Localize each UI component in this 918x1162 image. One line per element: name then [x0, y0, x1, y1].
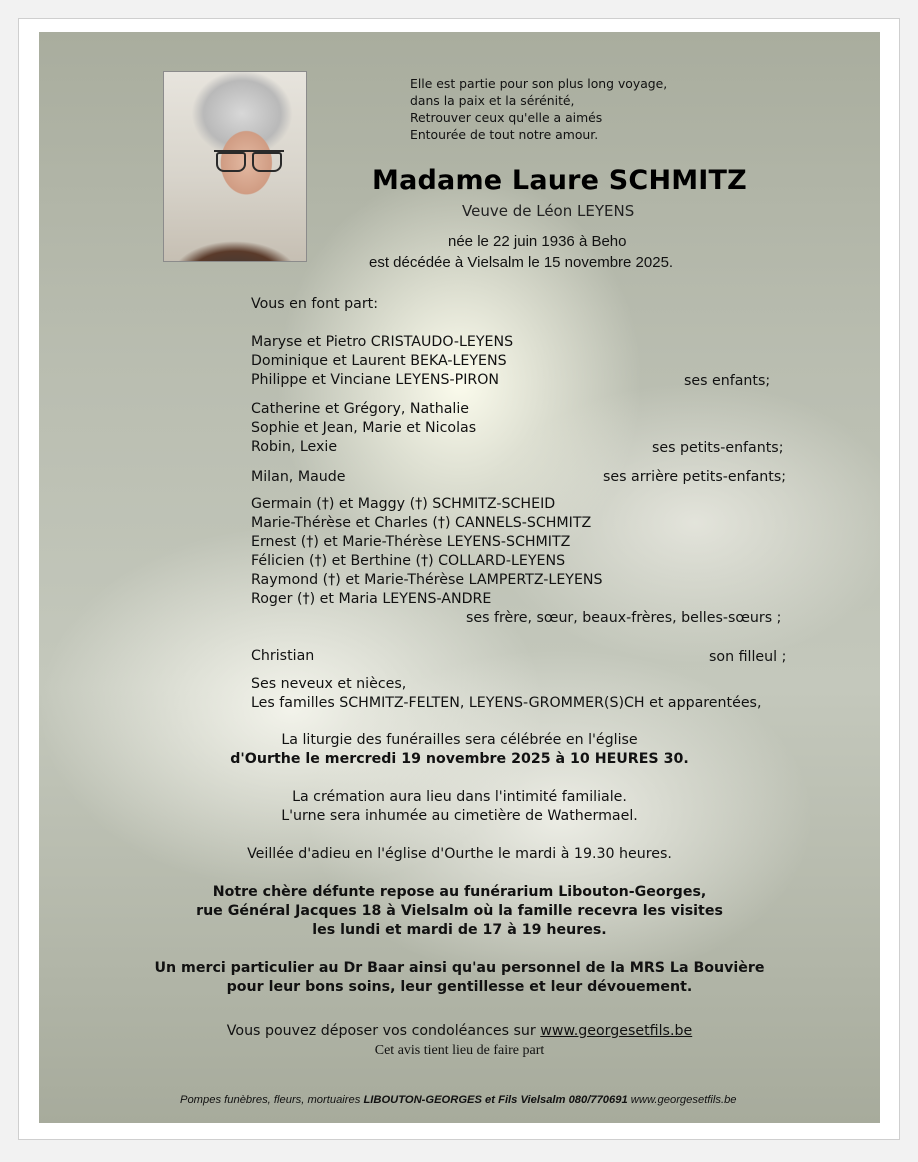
family-line: Robin, Lexie — [251, 439, 338, 455]
family-line: Sophie et Jean, Marie et Nicolas — [251, 420, 477, 436]
family-line: Milan, Maude — [251, 469, 346, 485]
thanks-line: pour leur bons soins, leur gentillesse et leur dévouement. — [226, 979, 693, 995]
urn-line: L'urne sera inhumée au cimetière de Wathermael. — [281, 808, 638, 824]
liturgy-date: d'Ourthe le mercredi 19 novembre 2025 à 10 HEURES 30. — [230, 751, 689, 767]
family-line: Christian — [251, 648, 315, 664]
footer-company: LIBOUTON-GEORGES et Fils Vielsalm 080/770691 — [363, 1094, 628, 1106]
relation-label: son filleul ; — [709, 649, 787, 665]
condolences-text: Vous pouvez déposer vos condoléances sur — [226, 1023, 541, 1039]
poem — [410, 75, 730, 143]
family-line: Maryse et Pietro CRISTAUDO-LEYENS — [251, 334, 514, 350]
family-line: Ses neveux et nièces, — [251, 676, 407, 692]
family-line: Germain (†) et Maggy (†) SCHMITZ-SCHEID — [251, 496, 556, 512]
intro-text: Vous en font part: — [251, 296, 379, 312]
liturgy-line: La liturgie des funérailles sera célébrée en l'église — [281, 732, 638, 748]
thanks-line: Un merci particulier au Dr Baar ainsi qu'au personnel de la MRS La Bouvière — [154, 960, 765, 976]
funerarium-line: les lundi et mardi de 17 à 19 heures. — [312, 922, 607, 938]
widow-of: Veuve de Léon LEYENS — [462, 202, 635, 220]
birth-info: née le 22 juin 1936 à Beho — [448, 233, 627, 250]
poem-line: Entourée de tout notre amour. — [410, 127, 599, 142]
family-line: Philippe et Vinciane LEYENS-PIRON — [251, 372, 500, 388]
footer-prefix: Pompes funèbres, fleurs, mortuaires — [180, 1094, 364, 1106]
family-line: Les familles SCHMITZ-FELTEN, LEYENS-GROMMER(S)CH et apparentées, — [251, 695, 762, 711]
cremation-line: La crémation aura lieu dans l'intimité familiale. — [292, 789, 627, 805]
vigil-line: Veillée d'adieu en l'église d'Ourthe le mardi à 19.30 heures. — [247, 846, 672, 862]
family-line: Raymond (†) et Marie-Thérèse LAMPERTZ-LEYENS — [251, 572, 603, 588]
family-line: Dominique et Laurent BEKA-LEYENS — [251, 353, 507, 369]
family-line: Ernest (†) et Marie-Thérèse LEYENS-SCHMITZ — [251, 534, 571, 550]
death-info: est décédée à Vielsalm le 15 novembre 2025. — [369, 254, 674, 271]
notice-note: Cet avis tient lieu de faire part — [374, 1043, 545, 1058]
condolences-line — [39, 1022, 880, 1041]
relation-label: ses arrière petits-enfants; — [603, 469, 787, 485]
poem-line: dans la paix et la sérénité, — [410, 93, 575, 108]
funerarium-line: rue Général Jacques 18 à Vielsalm où la famille recevra les visites — [196, 903, 723, 919]
relation-label: ses frère, sœur, beaux-frères, belles-sœurs ; — [466, 610, 782, 626]
footer — [180, 1094, 737, 1106]
footer-site[interactable]: www.georgesetfils.be — [627, 1094, 737, 1106]
family-line: Catherine et Grégory, Nathalie — [251, 401, 470, 417]
relation-label: ses enfants; — [684, 373, 771, 389]
relation-label: ses petits-enfants; — [652, 440, 784, 456]
poem-line: Elle est partie pour son plus long voyage, — [410, 76, 668, 91]
obituary-card — [39, 32, 880, 1123]
family-line: Marie-Thérèse et Charles (†) CANNELS-SCHMITZ — [251, 515, 592, 531]
condolences-link[interactable]: www.georgesetfils.be — [540, 1023, 693, 1039]
deceased-name: Madame Laure SCHMITZ — [372, 165, 747, 196]
family-line: Roger (†) et Maria LEYENS-ANDRE — [251, 591, 492, 607]
funerarium-line: Notre chère défunte repose au funérarium Libouton-Georges, — [212, 884, 707, 900]
poem-line: Retrouver ceux qu'elle a aimés — [410, 110, 603, 125]
family-line: Félicien (†) et Berthine (†) COLLARD-LEYENS — [251, 553, 566, 569]
